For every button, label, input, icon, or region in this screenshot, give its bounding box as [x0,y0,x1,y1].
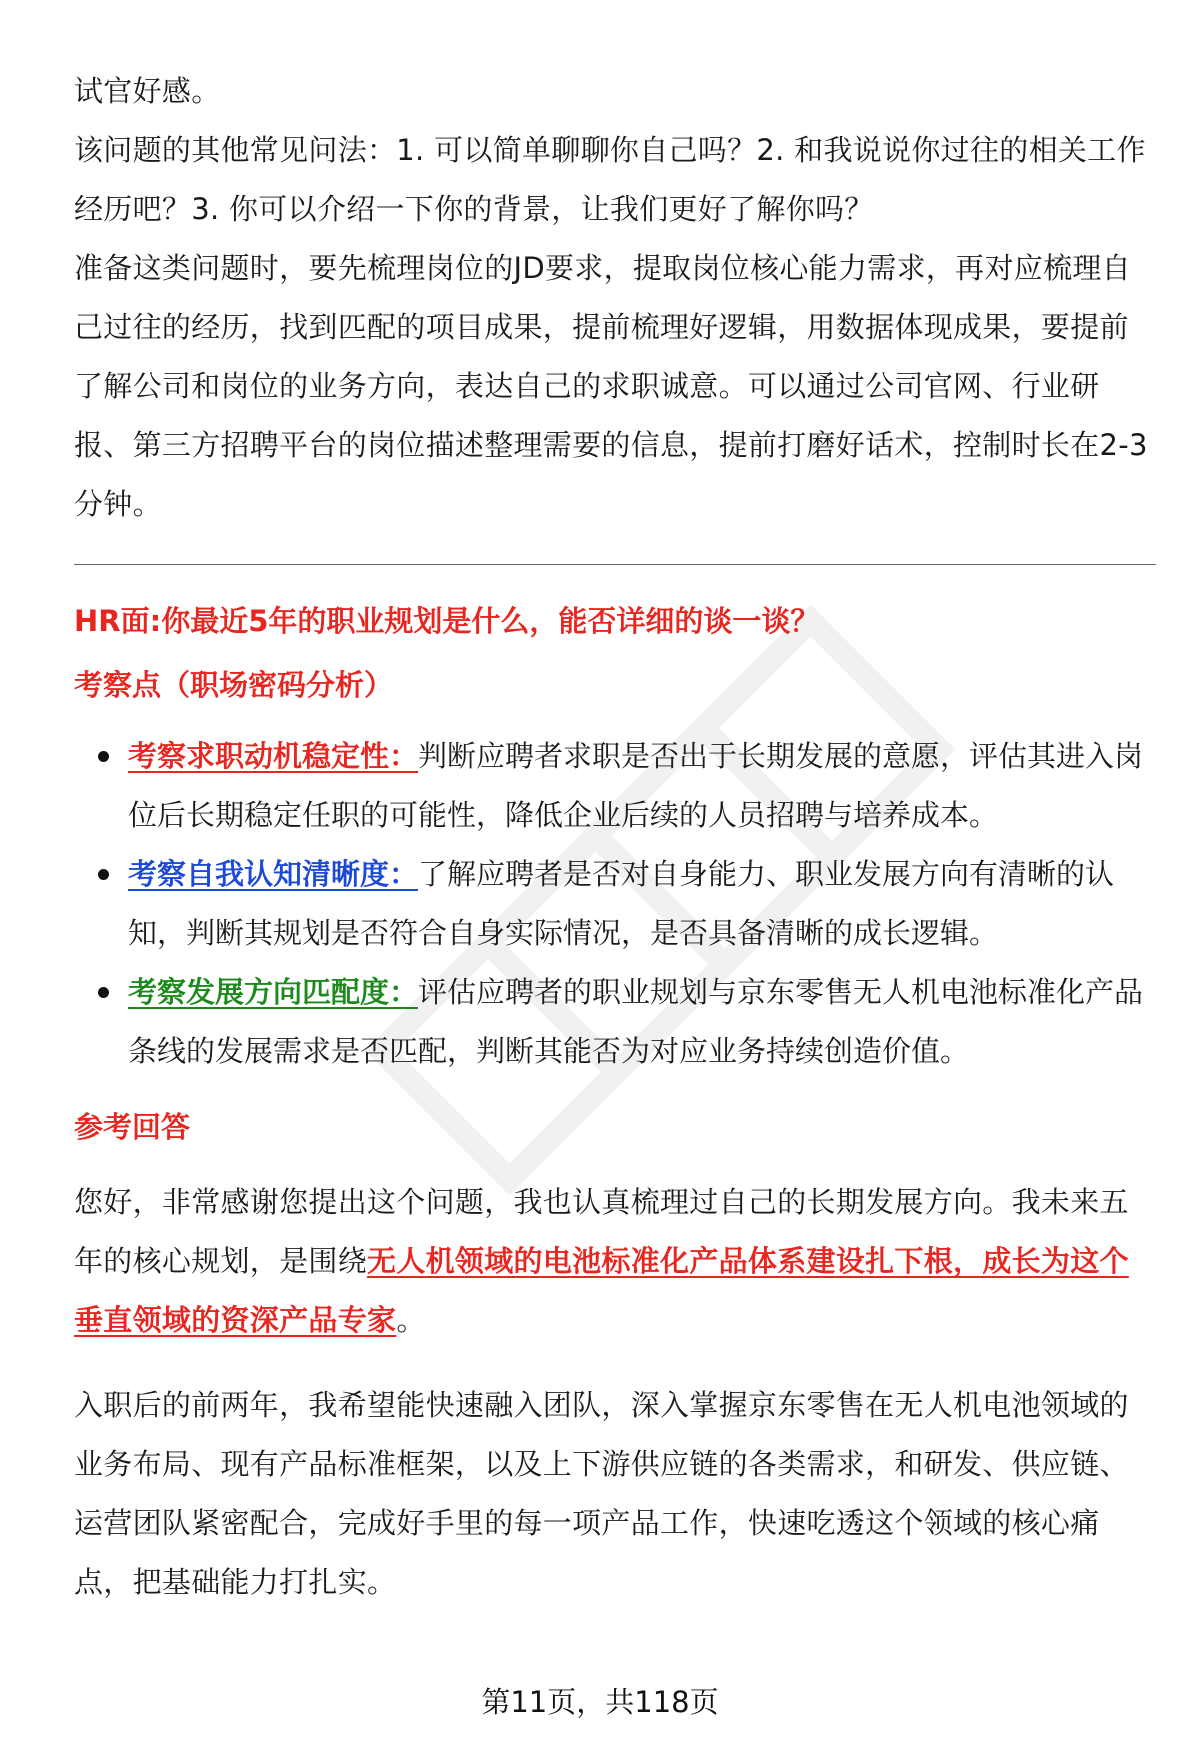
analysis-point [128,963,1154,1081]
analysis-point [128,727,1154,845]
answer-p1-highlight: 无人机领域的电池标准化产品体系建设扎下根，成长为这个垂直领域的资深产品专家 [74,1244,1129,1337]
answer-paragraph-2: 入职后的前两年，我希望能快速融入团队，深入掌握京东零售在无人机电池领域的业务布局、现有产品标准框架，以及上下游供应链的各类需求，和研发、供应链、运营团队紧密配合，完成好手里的每一项产品工作，快速吃透这个领域的核心痛点，把基础能力打扎实。 [74,1388,1129,1599]
bullet-icon [98,869,109,880]
answer-paragraph-1 [74,1173,1154,1350]
analysis-heading: 考察点（职场密码分析） [74,668,394,702]
bullet-icon [98,751,109,762]
bullet-icon [98,987,109,998]
analysis-point-label: 考察自我认知清晰度： [128,857,419,891]
document-page [74,62,1154,1612]
analysis-point-label: 考察发展方向匹配度： [128,975,419,1009]
page-number: 第11页，共118页 [481,1685,719,1719]
analysis-point-text: 了解应聘者是否对自身能力、职业发展方向有清晰的认知，判断其规划是否符合自身实际情况，是否具备清晰的成长逻辑。 [128,857,1115,950]
answer-p1-post: 。 [396,1303,426,1337]
intro-line-end: 试官好感。 [74,74,221,108]
prep-paragraph: 准备这类问题时，要先梳理岗位的JD要求，提取岗位核心能力需求，再对应梳理自己过往的经历，找到匹配的项目成果，提前梳理好逻辑，用数据体现成果，要提前了解公司和岗位的业务方向，表达自己的求职诚意。可以通过公司官网、行业研报、第三方招聘平台的岗位描述整理需要的信息，提前打磨好话术，控制时长在2-3分钟。 [74,251,1148,521]
analysis-point-label: 考察求职动机稳定性： [128,739,419,773]
answer-p1-pre: 您好，非常感谢您提出这个问题，我也认真梳理过自己的长期发展方向。我未来五年的核心规划，是围绕 [74,1185,1129,1278]
answer-heading: 参考回答 [74,1110,191,1144]
analysis-point-text: 判断应聘者求职是否出于长期发展的意愿，评估其进入岗位后长期稳定任职的可能性，降低企业后续的人员招聘与培养成本。 [128,739,1144,832]
analysis-point-text: 评估应聘者的职业规划与京东零售无人机电池标准化产品条线的发展需求是否匹配，判断其能否为对应业务持续创造价值。 [128,975,1144,1068]
question-title: HR面:你最近5年的职业规划是什么，能否详细的谈一谈？ [74,604,820,638]
section-divider [74,564,1156,565]
analysis-point [128,845,1154,963]
analysis-points-list [74,727,1154,1081]
other-asks-paragraph: 该问题的其他常见问法：1. 可以简单聊聊你自己吗？2. 和我说说你过往的相关工作经历吧？3. 你可以介绍一下你的背景，让我们更好了解你吗？ [74,133,1146,226]
